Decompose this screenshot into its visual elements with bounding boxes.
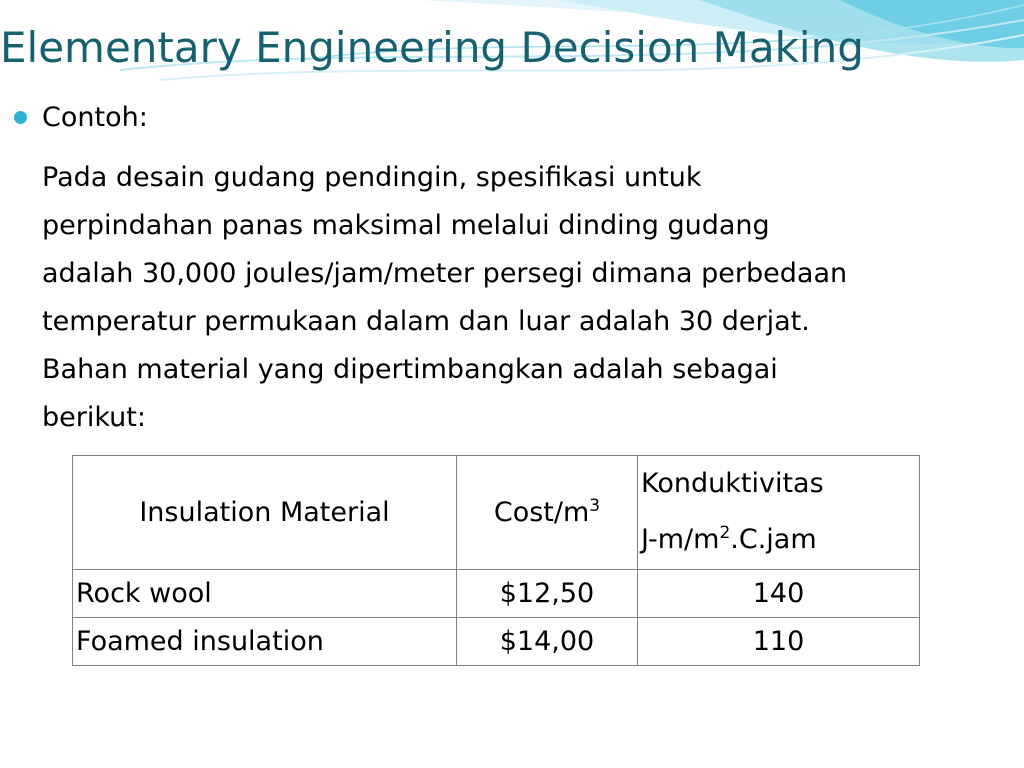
cell-conductivity: 110	[638, 618, 920, 666]
paragraph-line: temperatur permukaan dalam dan luar adalah 30 derjat.	[42, 306, 810, 337]
header-material: Insulation Material	[73, 456, 457, 570]
header-cost: Cost/$m^3$	[457, 456, 638, 570]
slide-title: Elementary Engineering Decision Making	[0, 23, 864, 72]
insulation-table	[72, 455, 920, 666]
bullet-dot-icon	[14, 111, 27, 124]
header-conductivity-line1: Konduktivitas	[641, 468, 824, 499]
problem-paragraph	[42, 154, 1012, 442]
paragraph-line: Bahan material yang dipertimbangkan adalah sebagai	[42, 354, 778, 385]
paragraph-line: berikut:	[42, 402, 146, 433]
table-row	[73, 570, 920, 618]
cell-material: Foamed insulation	[73, 618, 457, 666]
paragraph-line: adalah 30,000 joules/jam/meter persegi dimana perbedaan	[42, 258, 848, 289]
cell-cost: $14,00	[457, 618, 638, 666]
paragraph-line: perpindahan panas maksimal melalui dinding gudang	[42, 210, 770, 241]
table-header-row	[73, 456, 920, 570]
cell-cost: $12,50	[457, 570, 638, 618]
header-conductivity-line2: $J-m/m^2.C.jam$	[641, 523, 817, 555]
table-row	[73, 618, 920, 666]
cell-material: Rock wool	[73, 570, 457, 618]
paragraph-line: Pada desain gudang pendingin, spesifikasi untuk	[42, 162, 702, 193]
cell-conductivity: 140	[638, 570, 920, 618]
bullet-label: Contoh:	[42, 102, 148, 133]
header-conductivity	[638, 456, 920, 570]
